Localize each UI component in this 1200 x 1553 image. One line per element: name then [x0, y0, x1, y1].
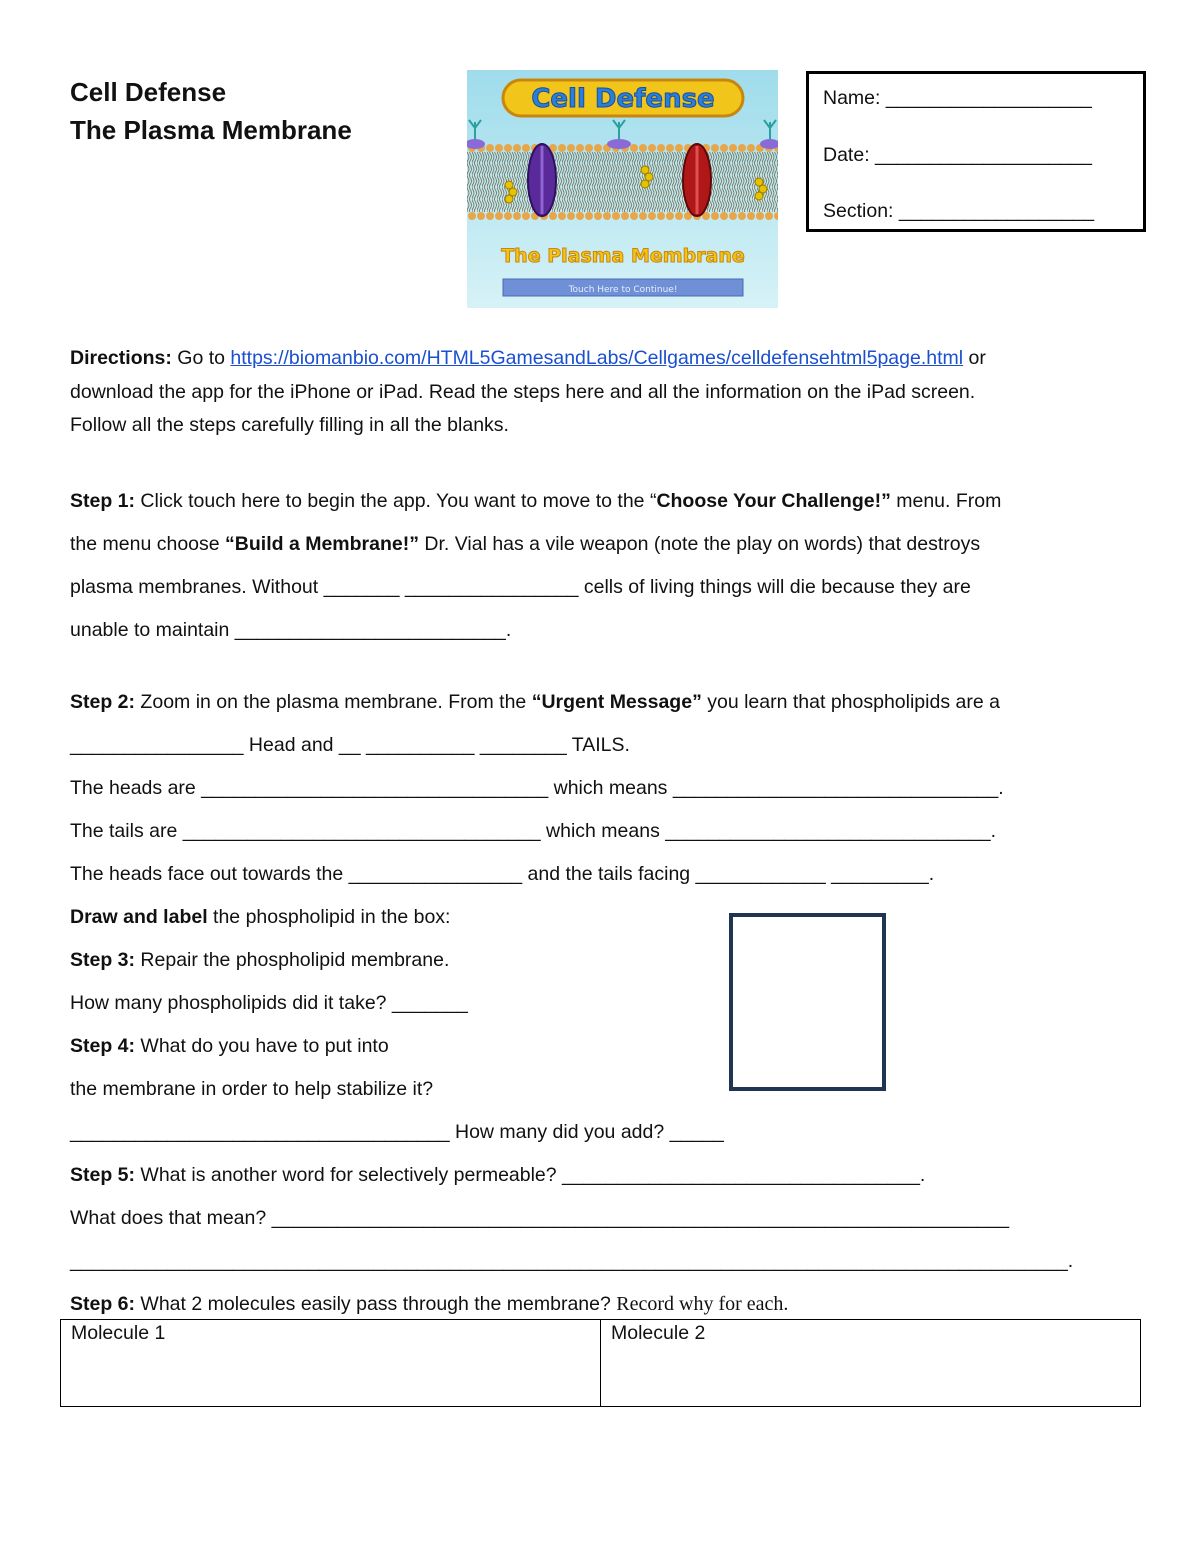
step5-line-1[interactable]	[70, 1164, 925, 1187]
game-url-link[interactable]: https://biomanbio.com/HTML5GamesandLabs/Cellgames/celldefensehtml5page.html	[230, 347, 964, 369]
molecule-2-header: Molecule 2	[611, 1322, 706, 1344]
draw-instruction	[70, 906, 450, 929]
step1-line-1	[70, 490, 1001, 513]
banner-illustration	[467, 70, 778, 308]
page-title	[70, 73, 352, 149]
draw-rest: the phospholipid in the box:	[207, 906, 451, 928]
student-info-box	[806, 71, 1146, 232]
molecule-1-header: Molecule 1	[71, 1322, 166, 1344]
step1-label: Step 1:	[70, 490, 136, 512]
step1-l2-a: the menu choose	[70, 533, 226, 555]
section-field[interactable]: Section: __________________	[823, 200, 1095, 222]
step3-question[interactable]: How many phospholipids did it take? _______	[70, 992, 468, 1014]
step1-line-4[interactable]: unable to maintain _________________________.	[70, 619, 512, 641]
step2-text-c: you learn that phospholipids are a	[701, 691, 1000, 713]
draw-label: Draw and label	[70, 906, 208, 928]
step5-text: What is another word for selectively permeable? _________________________________.	[135, 1164, 926, 1186]
date-field[interactable]: Date: ____________________	[823, 144, 1092, 166]
step1-l2-c: Dr. Vial has a vile weapon (note the play on words) that destroys	[418, 533, 981, 555]
directions-line-1	[70, 347, 986, 370]
directions-label: Directions:	[70, 347, 172, 369]
step3-text: Repair the phospholipid membrane.	[135, 949, 450, 971]
svg-text:The Plasma Membrane: The Plasma Membrane	[501, 245, 745, 267]
directions-line-3: Follow all the steps carefully filling in all the blanks.	[70, 414, 509, 436]
step1-build-membrane: “Build a Membrane!”	[225, 533, 419, 555]
cell-defense-banner-image	[467, 70, 778, 308]
step5-label: Step 5:	[70, 1164, 136, 1186]
directions-line-2: download the app for the iPhone or iPad. Read the steps here and all the information on the iPad screen.	[70, 381, 976, 403]
step5-line-3[interactable]: ____________________________________________________________________________________________.	[70, 1250, 1074, 1272]
svg-text:Cell Defense: Cell Defense	[531, 84, 715, 114]
svg-text:Touch Here to Continue!: Touch Here to Continue!	[568, 285, 678, 295]
molecule-1-cell[interactable]	[61, 1320, 601, 1407]
step6-label: Step 6:	[70, 1293, 136, 1315]
title-line-2: The Plasma Membrane	[70, 115, 352, 145]
step2-label: Step 2:	[70, 691, 136, 713]
step1-line-3[interactable]: plasma membranes. Without _______ ________________ cells of living things will die because they are	[70, 576, 971, 598]
molecule-table	[60, 1319, 1141, 1407]
molecule-2-cell[interactable]	[601, 1320, 1141, 1407]
step6-text: What 2 molecules easily pass through the membrane?	[135, 1293, 617, 1315]
name-field[interactable]: Name: ___________________	[823, 87, 1092, 109]
step3-label: Step 3:	[70, 949, 136, 971]
step4-label: Step 4:	[70, 1035, 136, 1057]
step5-line-2[interactable]: What does that mean? ____________________________________________________________________	[70, 1207, 1010, 1229]
directions-or: or	[963, 347, 986, 369]
step2-line-2[interactable]: ________________ Head and __ __________ ________ TAILS.	[70, 734, 630, 756]
step4-line-3[interactable]: ___________________________________ How many did you add? _____	[70, 1121, 724, 1143]
step2-urgent-message: “Urgent Message”	[531, 691, 702, 713]
step3-line-1	[70, 949, 449, 972]
step6-line-1	[70, 1293, 788, 1316]
step4-line-2: the membrane in order to help stabilize it?	[70, 1078, 434, 1100]
step2-line-1	[70, 691, 1000, 714]
step1-challenge-menu: Choose Your Challenge!”	[656, 490, 891, 512]
step4-line-1	[70, 1035, 389, 1058]
step6-record-why: Record why for each.	[616, 1293, 789, 1315]
step2-line-4[interactable]: The tails are _________________________________ which means ______________________________.	[70, 820, 997, 842]
step4-text: What do you have to put into	[135, 1035, 389, 1057]
phospholipid-drawing-box[interactable]	[729, 913, 886, 1091]
step2-text-a: Zoom in on the plasma membrane. From the	[135, 691, 532, 713]
step1-text-c: menu. From	[890, 490, 1002, 512]
step2-line-3[interactable]: The heads are ________________________________ which means ______________________________.	[70, 777, 1004, 799]
step1-line-2	[70, 533, 980, 556]
directions-go-to: Go to	[171, 347, 231, 369]
title-line-1: Cell Defense	[70, 77, 227, 107]
step1-text-a: Click touch here to begin the app. You want to move to the “	[135, 490, 657, 512]
step2-line-5[interactable]: The heads face out towards the ________________ and the tails facing ____________ _________.	[70, 863, 935, 885]
